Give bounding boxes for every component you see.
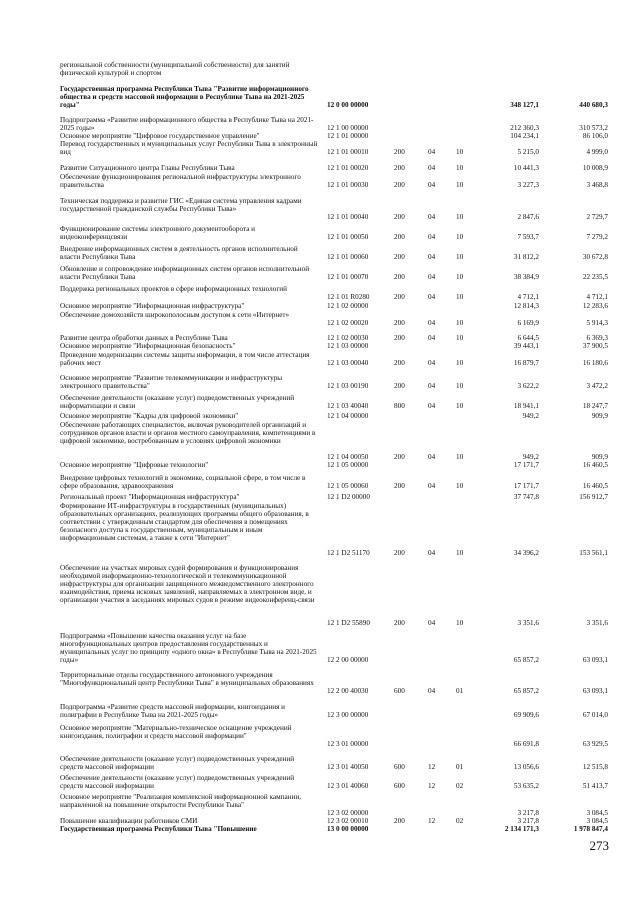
row-code: 12 1 D2 55890 (327, 619, 370, 628)
row-subsection: 02 (456, 781, 464, 790)
row-expense-type: 200 (394, 817, 405, 825)
table-row (0, 62, 639, 78)
row-code: 12 1 01 00010 (327, 147, 369, 156)
row-amount-1: 104 234,1 (510, 132, 539, 140)
row-code: 12 1 02 00030 (327, 334, 369, 342)
table-row (0, 672, 639, 696)
row-name: Основное мероприятие "Информационная безопасность" (60, 342, 236, 350)
row-amount-1: 3 227,3 (517, 180, 539, 189)
row-amount-1: 13 056,6 (513, 762, 539, 771)
row-name: Внедрение цифровых технологий в экономике, социальной сфере, в том числе в сфере образования, здравоохранения (60, 474, 306, 490)
row-expense-type: 200 (394, 164, 405, 172)
row-name: Повышение квалификации работников СМИ (60, 817, 198, 825)
row-code: 12 1 03 00190 (327, 381, 369, 390)
row-amount-2: 16 460,5 (582, 461, 608, 469)
row-amount-1: 3 622,2 (517, 381, 539, 390)
row-amount-2: 51 413,7 (582, 781, 608, 790)
table-row (0, 226, 639, 242)
row-code: 12 1 02 00020 (327, 318, 369, 327)
row-amount-2: 3 084,5 (586, 817, 608, 825)
row-section: 12 (428, 762, 436, 771)
row-amount-1: 7 593,7 (517, 232, 539, 241)
row-code: 12 1 03 00040 (327, 358, 369, 367)
row-amount-2: 3 084,5 (586, 808, 608, 817)
row-code: 12 1 05 00000 (327, 461, 369, 469)
row-amount-2: 30 672,8 (582, 252, 608, 261)
table-row (0, 503, 639, 558)
row-amount-1: 949,2 (522, 452, 539, 461)
row-amount-1: 66 691,8 (513, 739, 539, 748)
row-amount-2: 16 180,6 (582, 358, 608, 367)
row-subsection: 10 (456, 401, 464, 410)
row-section: 04 (428, 232, 436, 241)
table-row (0, 86, 639, 110)
row-amount-1: 38 384,9 (513, 272, 539, 281)
row-amount-1: 3 351,6 (517, 619, 539, 628)
row-amount-2: 18 247,7 (582, 401, 608, 410)
row-name: Внедрение информационных систем в деятельность органов исполнительной власти Республики Тыва (60, 245, 298, 261)
row-amount-2: 4 712,1 (586, 292, 608, 301)
row-subsection: 10 (456, 358, 464, 367)
row-code: 12 3 01 40050 (327, 762, 369, 771)
table-row (0, 198, 639, 222)
row-amount-1: 65 857,2 (513, 686, 539, 695)
row-expense-type: 600 (394, 762, 405, 771)
row-name: Обновление и сопровождение информационных систем органов исполнительной власти Республики Тыва (60, 265, 310, 281)
row-name: Государственная программа Республики Тыва "Повышение (60, 825, 257, 833)
row-code: 12 1 01 00070 (327, 272, 369, 281)
row-code: 12 1 01 00050 (327, 232, 369, 241)
row-name: Основное мероприятие "Информационная инфраструктура" (60, 302, 245, 310)
table-row (0, 422, 639, 462)
row-code: 12 2 00 00000 (327, 655, 369, 664)
row-name: Обеспечение деятельности (оказание услуг) подведомственных учреждений средств массовой информации (60, 774, 295, 790)
row-code: 12 1 00 00000 (327, 123, 369, 132)
table-row (0, 395, 639, 411)
table-row (0, 704, 639, 720)
row-section: 04 (428, 452, 436, 461)
row-amount-1: 12 814,3 (513, 302, 539, 310)
row-amount-2: 37 900,5 (582, 342, 608, 350)
row-code: 12 1 04 00000 (327, 412, 369, 420)
row-name: Основное мероприятие "Кадры для цифровой экономики" (60, 412, 239, 420)
row-section: 12 (428, 781, 436, 790)
row-name: Обеспечение деятельности (оказание услуг) подведомственных учреждений информатизации и связи (60, 394, 295, 410)
table-row (0, 312, 639, 328)
row-subsection: 10 (456, 272, 464, 281)
table-row (0, 174, 639, 190)
row-subsection: 10 (456, 292, 464, 301)
row-amount-1: 6 169,9 (517, 318, 539, 327)
row-code: 12 1 05 00060 (327, 481, 369, 490)
row-name: Основное мероприятие "Цифровые технологии" (60, 461, 209, 469)
row-expense-type: 200 (394, 147, 405, 156)
row-amount-2: 909,9 (591, 412, 608, 420)
row-section: 04 (428, 272, 436, 281)
row-name: Обеспечение деятельности (оказание услуг) подведомственных учреждений средств массовой информации (60, 755, 295, 771)
row-amount-2: 10 008,9 (582, 164, 608, 172)
row-amount-1: 6 644,5 (517, 334, 539, 342)
table-row (0, 794, 639, 818)
row-expense-type: 200 (394, 452, 405, 461)
row-code: 12 3 02 00010 (327, 817, 369, 825)
table-row (0, 246, 639, 262)
table-row (0, 775, 639, 791)
table-row (0, 565, 639, 628)
row-amount-2: 3 351,6 (586, 619, 608, 628)
row-amount-2: 3 472,2 (586, 381, 608, 390)
row-code: 12 1 03 00000 (327, 342, 369, 350)
table-row (0, 826, 639, 834)
table-row (0, 352, 639, 368)
row-subsection: 10 (456, 481, 464, 490)
row-section: 04 (428, 318, 436, 327)
table-row (0, 413, 639, 421)
row-amount-1: 65 857,2 (513, 655, 539, 664)
row-expense-type: 200 (394, 334, 405, 342)
row-name: Обеспечение работающих специалистов, включая руководителей организаций и сотрудников органов власти и органов местного самоуправления, компетенциями в цифровой экономике, востребованным в условиях цифровой экономики (60, 421, 316, 445)
row-code: 12 1 04 00050 (327, 452, 369, 461)
table-row (0, 375, 639, 391)
row-code: 12 2 00 40030 (327, 686, 369, 695)
table-row (0, 286, 639, 302)
row-section: 04 (428, 180, 436, 189)
row-name: Основное мероприятие "Цифровое государственное управление" (60, 132, 260, 140)
row-subsection: 10 (456, 164, 464, 172)
row-section: 04 (428, 381, 436, 390)
row-amount-1: 17 171,7 (513, 481, 539, 490)
row-subsection: 10 (456, 381, 464, 390)
row-amount-2: 63 093,1 (582, 655, 608, 664)
row-code: 12 1 D2 51170 (327, 549, 370, 558)
row-amount-1: 2 847,6 (517, 212, 539, 221)
row-expense-type: 200 (394, 212, 405, 221)
row-name: Основное мероприятие "Материально-техническое оснащение учреждений книгоиздания, полиграфии и средств массовой информации" (60, 724, 292, 740)
row-amount-1: 53 635,2 (513, 781, 539, 790)
row-amount-1: 3 217,8 (517, 808, 539, 817)
row-expense-type: 200 (394, 318, 405, 327)
row-code: 13 0 00 00000 (327, 825, 369, 833)
row-expense-type: 200 (394, 272, 405, 281)
row-amount-2: 7 279,2 (586, 232, 608, 241)
row-amount-1: 212 360,3 (510, 123, 539, 132)
row-amount-2: 440 680,3 (579, 100, 608, 109)
row-amount-2: 67 014,0 (582, 710, 608, 719)
table-row (0, 343, 639, 351)
row-amount-2: 22 235,5 (582, 272, 608, 281)
row-name: Проведение модернизации системы защиты информации, в том числе аттестация рабочих мест (60, 351, 310, 367)
row-subsection: 01 (456, 686, 464, 695)
row-name: Территориальные отделы государственного автономного учреждения "Многофункциональный центр Республики Тыва" в муниципальных образованиях (60, 671, 314, 687)
row-expense-type: 200 (394, 381, 405, 390)
row-expense-type: 200 (394, 358, 405, 367)
row-amount-2: 16 460,5 (582, 481, 608, 490)
row-expense-type: 200 (394, 549, 405, 558)
row-amount-1: 31 812,2 (513, 252, 539, 261)
row-amount-1: 3 217,8 (517, 817, 539, 825)
row-code: 12 1 01 00040 (327, 212, 369, 221)
table-row (0, 494, 639, 502)
row-expense-type: 600 (394, 781, 405, 790)
row-section: 04 (428, 252, 436, 261)
row-amount-1: 34 396,2 (513, 549, 539, 558)
row-name: Развитие Ситуационного центра Главы Республики Тыва (60, 164, 235, 172)
row-code: 12 3 02 00000 (327, 808, 369, 817)
row-section: 04 (428, 334, 436, 342)
row-name: Государственная программа Республики Тыва "Развитие информационного общества и средств массовой информации в Республике Тыва на 2021-2025 годы" (60, 85, 309, 109)
row-amount-1: 10 441,3 (513, 164, 539, 172)
row-code: 12 1 01 R0280 (327, 292, 370, 301)
row-subsection: 10 (456, 318, 464, 327)
row-amount-2: 156 912,7 (579, 493, 608, 501)
row-subsection: 10 (456, 252, 464, 261)
row-section: 04 (428, 481, 436, 490)
row-amount-1: 4 712,1 (517, 292, 539, 301)
row-amount-2: 86 106,0 (582, 132, 608, 140)
row-name: Формирование ИТ-инфраструктуры в государственных (муниципальных) образовательных организациях, реализующих программы общего образования, в соответствии с утвержденным стандартом для обеспечения в помещениях безопасного доступа к государственным, муниципальным и иным информационным системам, а также к сети "Интернет" (60, 502, 309, 542)
row-expense-type: 200 (394, 180, 405, 189)
row-code: 12 0 00 00000 (327, 100, 369, 109)
row-section: 12 (428, 817, 436, 825)
table-row (0, 165, 639, 173)
row-code: 12 1 01 00020 (327, 164, 369, 172)
row-amount-2: 6 369,3 (586, 334, 608, 342)
row-code: 12 1 D2 00000 (327, 493, 370, 501)
table-row (0, 462, 639, 470)
row-subsection: 10 (456, 180, 464, 189)
row-subsection: 10 (456, 147, 464, 156)
row-amount-2: 12 515,8 (582, 762, 608, 771)
row-amount-1: 18 941,1 (513, 401, 539, 410)
row-name: Основное мероприятие "Развитие телекоммуникации и инфраструктуры электронного правительства" (60, 374, 283, 390)
row-section: 04 (428, 686, 436, 695)
row-amount-2: 4 999,0 (586, 147, 608, 156)
row-amount-1: 2 134 171,3 (504, 825, 539, 833)
row-section: 04 (428, 549, 436, 558)
row-name: Развитие центра обработки данных в Республике Тыва (60, 334, 228, 342)
row-code: 12 1 01 00000 (327, 132, 369, 140)
row-name: Подпрограмма «Развитие средств массовой информации, книгоиздания и полиграфии в Республике Тыва на 2021-2025 годы» (60, 703, 286, 719)
row-code: 12 1 01 00030 (327, 180, 369, 189)
row-name: Обеспечение на участках мировых судей формирования и функционирования необходимой информационно-технологической и телекоммуникационной инфраструктуры для организации защищенного межведомственного электронного взаимодействия, приема исковых заявлений, направляемых в электронном виде, и организации участия в заседаниях мировых судов в режиме видеоконференц-связи (60, 564, 315, 604)
row-expense-type: 200 (394, 252, 405, 261)
row-subsection: 10 (456, 334, 464, 342)
row-subsection: 10 (456, 549, 464, 558)
row-name: Подпрограмма «Развитие информационного общества в Республике Тыва на 2021-2025 годы» (60, 116, 314, 132)
row-name: Поддержка региональных проектов в сфере информационных технологий (60, 285, 287, 293)
row-amount-2: 909,9 (591, 452, 608, 461)
row-amount-1: 39 443,1 (513, 342, 539, 350)
row-section: 04 (428, 292, 436, 301)
row-code: 12 3 01 00000 (327, 739, 369, 748)
row-expense-type: 200 (394, 619, 405, 628)
row-subsection: 02 (456, 817, 464, 825)
row-subsection: 10 (456, 619, 464, 628)
row-amount-2: 5 914,3 (586, 318, 608, 327)
row-amount-2: 63 929,5 (582, 739, 608, 748)
row-name: Региональный проект "Информационная инфраструктура" (60, 493, 240, 501)
row-amount-2: 3 468,8 (586, 180, 608, 189)
row-amount-2: 1 978 847,4 (573, 825, 608, 833)
row-subsection: 10 (456, 212, 464, 221)
table-row (0, 756, 639, 772)
row-code: 12 3 01 40060 (327, 781, 369, 790)
row-code: 12 3 00 00000 (327, 710, 369, 719)
row-expense-type: 200 (394, 232, 405, 241)
row-amount-2: 153 561,1 (579, 549, 608, 558)
row-amount-2: 12 283,6 (582, 302, 608, 310)
row-section: 04 (428, 358, 436, 367)
row-expense-type: 200 (394, 481, 405, 490)
row-subsection: 10 (456, 452, 464, 461)
table-row (0, 266, 639, 282)
row-section: 04 (428, 212, 436, 221)
row-code: 12 1 02 00000 (327, 302, 369, 310)
row-amount-1: 5 215,0 (517, 147, 539, 156)
row-amount-2: 63 093,1 (582, 686, 608, 695)
row-amount-1: 949,2 (522, 412, 539, 420)
row-name: Функционирование системы электронного документооборота и видеоконференцсвязи (60, 225, 256, 241)
row-name: Перевод государственных и муниципальных услуг Республики Тыва в электронный вид (60, 140, 318, 156)
row-name: Основное мероприятие "Реализация комплексной информационной кампании, направленной на повышение открытости Республики Тыва" (60, 793, 302, 809)
row-amount-2: 310 573,2 (579, 123, 608, 132)
row-amount-1: 348 127,1 (510, 100, 539, 109)
row-amount-1: 37 747,8 (513, 493, 539, 501)
row-expense-type: 200 (394, 292, 405, 301)
row-subsection: 01 (456, 762, 464, 771)
row-name: Обеспечение функционирования региональной инфраструктуры электронного правительства (60, 173, 301, 189)
row-amount-1: 17 171,7 (513, 461, 539, 469)
table-row (0, 117, 639, 133)
page-number: 273 (589, 838, 609, 853)
table-row (0, 725, 639, 749)
table-row (0, 475, 639, 491)
row-section: 04 (428, 619, 436, 628)
row-expense-type: 800 (394, 401, 405, 410)
table-row (0, 633, 639, 665)
row-section: 04 (428, 164, 436, 172)
row-section: 04 (428, 147, 436, 156)
row-subsection: 10 (456, 232, 464, 241)
row-name: региональной собственности (муниципальной собственности) для занятий физической культурой и спортом (60, 61, 290, 77)
table-row (0, 303, 639, 311)
row-section: 04 (428, 401, 436, 410)
row-code: 12 1 01 00060 (327, 252, 369, 261)
row-amount-1: 69 909,6 (513, 710, 539, 719)
row-amount-1: 16 879,7 (513, 358, 539, 367)
table-row (0, 141, 639, 157)
row-amount-2: 2 729,7 (586, 212, 608, 221)
row-expense-type: 600 (394, 686, 405, 695)
row-name: Подпрограмма «Повышение качества оказания услуг на базе многофункциональных центров предоставления государственных и муниципальных услуг по принципу «одного окна» в Республике Тыва на 2021-2025 годы» (60, 632, 317, 664)
row-name: Обеспечение домохозяйств широкополосным доступом к сети «Интернет» (60, 311, 290, 319)
row-code: 12 1 03 40040 (327, 401, 369, 410)
row-name: Техническая поддержка и развитие ГИС «Единая система управления кадрами государственной гражданской службы Республики Тыва» (60, 197, 302, 213)
